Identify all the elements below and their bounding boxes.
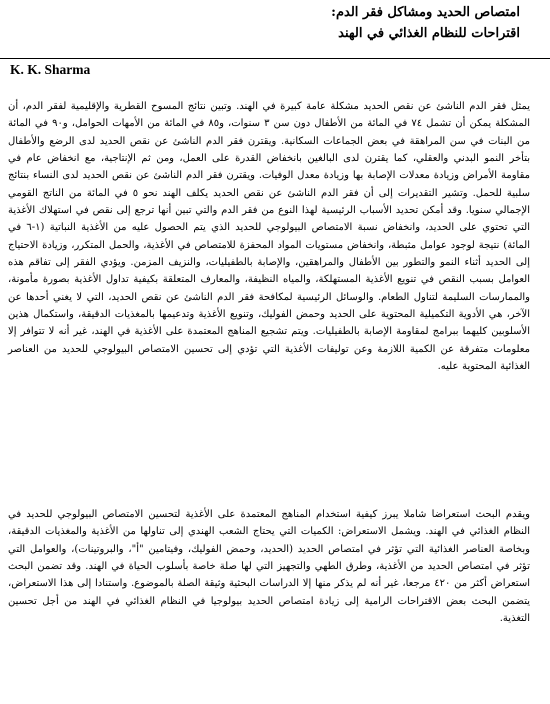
article-title xyxy=(20,2,520,44)
abstract-paragraph-2 xyxy=(8,506,530,627)
abstract-paragraph-1 xyxy=(8,98,530,376)
title-line-1: امتصاص الحديد ومشاكل فقر الدم: xyxy=(331,5,520,20)
header-divider xyxy=(0,58,550,59)
author-name: K. K. Sharma xyxy=(10,62,91,77)
title-line-2: اقتراحات للنظام الغذائي في الهند xyxy=(338,26,520,41)
paragraph-2-text: ويقدم البحث استعراضا شاملا يبرز كيفية استخدام المناهج المعتمدة على الأغذية لتحسين الامتصاص البيولوجي للحديد في النظام الغذائي في الهند. ويشمل الاستعراض: الكميات التي يحتاج الشعب الهندي إلى تناولها من الأغذية والمغذيات الدقيقة، وبخاصة العناصر الغذائية التي تؤثر في امتصاص الحديد (الحديد، وحمض الفوليك، وفيتامين "أ"، والبروتينات)، والعوامل التي تؤثر في امتصاص الحديد من الأغذية، وطرق الطهي والتجهيز التي لها صلة خاصة بأسلوب الحياة في الهند. وقد تضمن البحث استعراض أكثر من ٤٢٠ مرجعا، غير أنه لم يذكر منها إلا الدراسات البحثية وثيقة الصلة بالموضوع. واستنادا إلى هذا الاستعراض، يتضمن البحث بعض الاقتراحات الرامية إلى زيادة امتصاص الحديد بيولوجيا في النظام الغذائي في الهند من أجل تحسين التغذية. xyxy=(8,509,530,625)
paragraph-1-text: يمثل فقر الدم الناشئ عن نقص الحديد مشكلة عامة كبيرة في الهند. وتبين نتائج المسوح القطرية والإقليمية لفقر الدم، أن المشكلة يمكن أن تشمل ٧٤ في المائة من الأطفال دون سن ٣ سنوات، و٨٥ في المائة من الأمهات الحوامل، و٩٠ في المائة من البنات في سن المراهقة في بعض الجماعات السكانية. ويقترن فقر الدم الناشئ عن نقص الحديد لدى الرضع والأطفال بتأخر النمو البدني والعقلي، كما يقترن لدى البالغين بانخفاض القدرة على العمل، ومن ثم الإنتاجية، مع انخفاض عام في مقاومة الأمراض وزيادة معدلات الإصابة بها وزيادة معدل الوفيات. ويقترن فقر الدم الناشئ عن نقص الحديد لدى النساء بنتائج سلبية للحمل. وتشير التقديرات إلى أن فقر الدم الناشئ عن نقص الحديد يكلف الهند نحو ٥ في المائة من الناتج القومي الإجمالي سنويا. وقد أمكن تحديد الأسباب الرئيسية لهذا النوع من فقر الدم والتي تبين أنها ترجع إلى نقص في استهلاك الأغذية التي تحتوي على الحديد، وانخفاض نسبة الامتصاص البيولوجي للحديد الذي يتم الحصول عليه من الأغذية النباتية (١-٦ في المائة) نتيجة لوجود عوامل مثبطة، وانخفاض مستويات المواد المحفزة للامتصاص في الأغذية، والحمل المتكرر، وزيادة الاحتياج إلى الحديد أثناء النمو والتطور بين الأطفال والمراهقين، والإصابة بالطفيليات، والنزيف المزمن. ويؤدي الفقر إلى تفاقم هذه العوامل بسبب النقص في تنويع الأغذية المستهلكة، والمياه النظيفة، والمعارف المتعلقة بكيفية تداول الأغذية بصورة مأمونة، والممارسات السليمة لتناول الطعام. والوسائل الرئيسية لمكافحة فقر الدم الناشئ عن نقص الحديد، التي لا يغني أحدها عن الآخر، هي الأدوية التكميلية المحتوية على الحديد وحمض الفوليك، وتنويع الأغذية وتدعيمها بالمغذيات الدقيقة، واستكمال هذين الأسلوبين كليهما ببرامج لمقاومة الإصابة بالطفيليات. ويتم تشجيع المناهج المعتمدة على الأغذية في الهند، غير أنه لا تتوافر إلا معلومات متفرقة عن الكمية اللازمة وعن توليفات الأغذية التي تؤدي إلى تحسين الامتصاص البيولوجي للحديد من العناصر الغذائية المحتوية عليه. xyxy=(8,101,531,373)
